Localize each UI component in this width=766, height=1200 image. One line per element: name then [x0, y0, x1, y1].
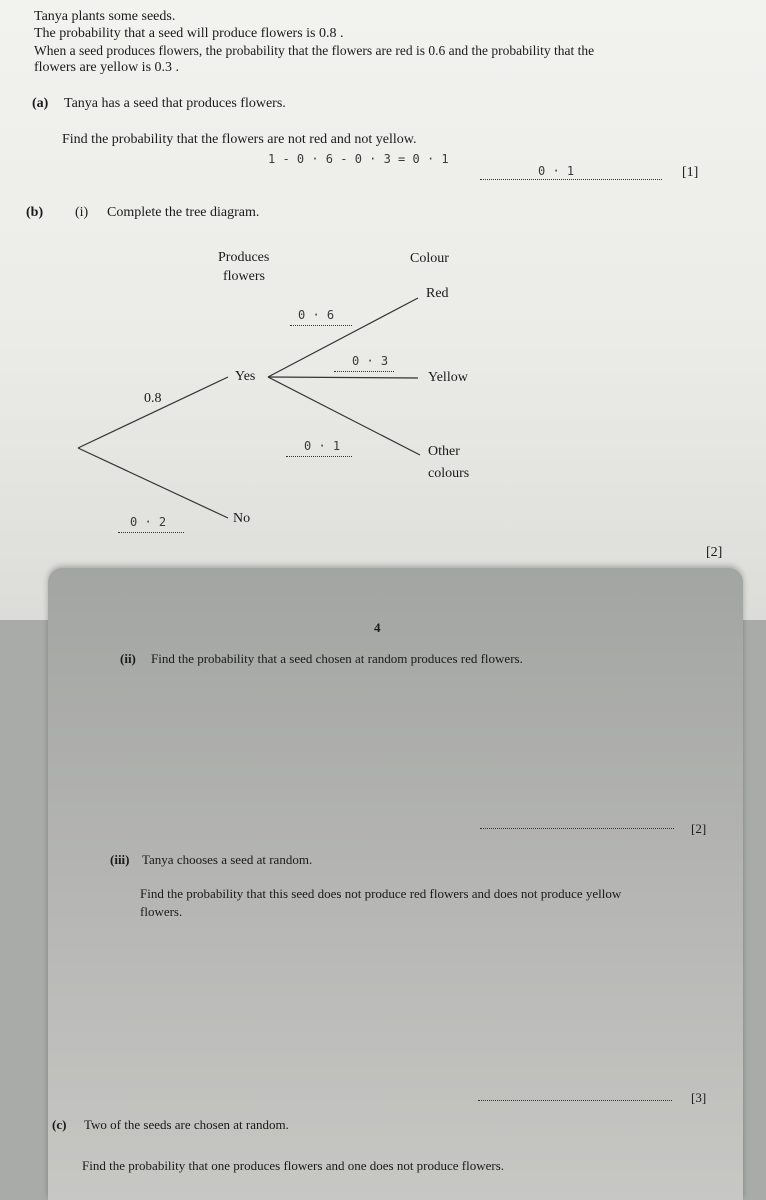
- branch-yes: [78, 377, 228, 448]
- part-b-i-text: Complete the tree diagram.: [107, 205, 260, 220]
- branch-no: [78, 448, 228, 518]
- part-a-working: 1 - 0 · 6 - 0 · 3 = 0 · 1: [268, 152, 449, 166]
- part-b-iii-text: Tanya chooses a seed at random.: [142, 852, 313, 867]
- part-b-ii-text: Find the probability that a seed chosen at random produces red flowers.: [151, 651, 523, 666]
- branch-red: [268, 298, 418, 377]
- outcome-no: No: [233, 511, 251, 526]
- part-b-ii-label: (ii): [120, 651, 136, 666]
- part-a-question: Find the probability that the flowers are not red and not yellow.: [62, 132, 417, 147]
- prob-yellow-line: [334, 371, 394, 372]
- part-a-label: (a): [32, 96, 49, 111]
- outcome-red: Red: [426, 286, 449, 301]
- prob-red: 0 · 6: [298, 308, 335, 322]
- part-b-iii-label: (iii): [110, 852, 130, 867]
- part-b-i-label: (i): [75, 205, 89, 220]
- part-b-iii-question-1: Find the probability that this seed does not produce red flowers and does not produce yellow: [140, 886, 622, 901]
- part-b-iii-answer-line: [478, 1100, 672, 1101]
- header-flowers: flowers: [223, 269, 265, 284]
- part-c-question: Find the probability that one produces flowers and one does not produce flowers.: [82, 1158, 505, 1173]
- part-c-label: (c): [52, 1117, 67, 1132]
- part-b-ii-answer-line: [480, 828, 674, 829]
- prob-no-line: [118, 532, 184, 533]
- part-b-ii-marks: [2]: [691, 821, 707, 836]
- branch-other: [268, 377, 420, 455]
- page-number: 4: [374, 620, 381, 635]
- part-b-iii-marks: [3]: [691, 1090, 707, 1105]
- part-b-i-marks: [2]: [706, 545, 723, 560]
- intro-line-3: When a seed produces flowers, the probability that the flowers are red is 0.6 and the probability that the: [34, 43, 595, 58]
- prob-yes: 0.8: [144, 391, 162, 406]
- prob-yellow: 0 · 3: [352, 354, 389, 368]
- intro-line-2: The probability that a seed will produce flowers is 0.8 .: [34, 26, 344, 41]
- outcome-yellow: Yellow: [428, 370, 468, 385]
- header-colour: Colour: [410, 251, 449, 266]
- header-produces: Produces: [218, 250, 270, 265]
- page-lower: [48, 568, 743, 1200]
- part-a-marks: [1]: [682, 165, 699, 180]
- outcome-colours: colours: [428, 466, 470, 481]
- part-c-text: Two of the seeds are chosen at random.: [84, 1117, 289, 1132]
- prob-other-line: [286, 456, 352, 457]
- outcome-other: Other: [428, 444, 460, 459]
- part-a-answer: 0 · 1: [538, 164, 575, 178]
- prob-other: 0 · 1: [304, 439, 341, 453]
- prob-no: 0 · 2: [130, 515, 167, 529]
- part-b-iii-question-2: flowers.: [140, 904, 183, 919]
- outcome-yes: Yes: [235, 369, 256, 384]
- intro-line-1: Tanya plants some seeds.: [34, 9, 176, 24]
- part-a-text: Tanya has a seed that produces flowers.: [64, 96, 286, 111]
- prob-red-line: [290, 325, 352, 326]
- branch-yellow: [268, 377, 418, 378]
- intro-line-4: flowers are yellow is 0.3 .: [34, 60, 180, 75]
- part-b-label: (b): [26, 205, 44, 220]
